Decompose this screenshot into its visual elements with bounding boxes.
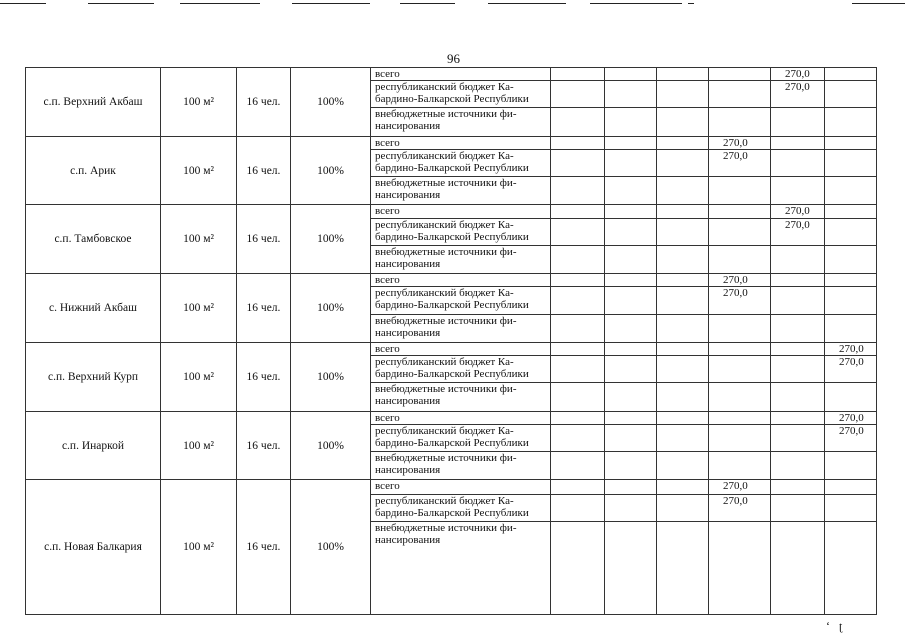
header-rule: [400, 3, 455, 4]
source-label-line: нансирования: [375, 464, 441, 477]
source-label-line: республиканский бюджет Ка-: [375, 218, 514, 231]
amount-cell: [551, 356, 605, 383]
source-label-cell: [371, 218, 551, 245]
amount-cell: 270,0: [825, 356, 877, 383]
amount-cell: [709, 521, 771, 614]
source-label-line: бардино-Балкарской Республики: [375, 299, 529, 312]
amount-cell: [657, 494, 709, 521]
people-cell: 16 чел.: [237, 480, 291, 615]
table-row: [26, 480, 877, 494]
amount-cell: [657, 108, 709, 136]
source-label-cell: всего: [371, 480, 551, 494]
source-label-cell: [371, 245, 551, 273]
amount-cell: [551, 149, 605, 176]
amount-cell: [551, 521, 605, 614]
source-label-line: внебюджетные источники фи-: [375, 452, 517, 465]
amount-cell: [657, 81, 709, 108]
percent-cell: 100%: [291, 136, 371, 205]
amount-cell: [771, 342, 825, 355]
amount-cell: [657, 274, 709, 287]
amount-cell: 270,0: [709, 274, 771, 287]
amount-cell: 270,0: [771, 68, 825, 81]
amount-cell: [605, 342, 657, 355]
source-label-line: бардино-Балкарской Республики: [375, 368, 529, 381]
amount-cell: [771, 177, 825, 205]
amount-cell: [825, 81, 877, 108]
amount-cell: [825, 521, 877, 614]
amount-cell: 270,0: [825, 411, 877, 424]
amount-cell: [825, 136, 877, 149]
people-cell: 16 чел.: [237, 411, 291, 480]
header-rule: [590, 3, 682, 4]
settlement-cell: с. Нижний Акбаш: [26, 274, 161, 343]
settlement-cell: с.п. Верхний Акбаш: [26, 68, 161, 137]
amount-cell: [771, 480, 825, 494]
amount-cell: [605, 424, 657, 451]
amount-cell: [605, 314, 657, 342]
table-row: [26, 274, 877, 287]
source-label-line: нансирования: [375, 189, 441, 202]
amount-cell: [605, 494, 657, 521]
amount-cell: [605, 245, 657, 273]
amount-cell: 270,0: [771, 81, 825, 108]
amount-cell: [709, 177, 771, 205]
amount-cell: [657, 452, 709, 480]
amount-cell: [657, 205, 709, 218]
table-row: [26, 205, 877, 218]
amount-cell: [657, 149, 709, 176]
source-label-line: внебюджетные источники фи-: [375, 108, 517, 121]
amount-cell: [551, 342, 605, 355]
area-cell: 100 м²: [161, 274, 237, 343]
amount-cell: [709, 81, 771, 108]
amount-cell: [709, 452, 771, 480]
amount-cell: [709, 108, 771, 136]
amount-cell: [709, 314, 771, 342]
source-label-line: бардино-Балкарской Республики: [375, 436, 529, 449]
amount-cell: [551, 314, 605, 342]
amount-cell: [605, 68, 657, 81]
settlement-cell: с.п. Верхний Курп: [26, 342, 161, 411]
amount-cell: [551, 205, 605, 218]
amount-cell: 270,0: [709, 494, 771, 521]
area-cell: 100 м²: [161, 68, 237, 137]
people-cell: 16 чел.: [237, 205, 291, 274]
page-number: 96: [447, 51, 460, 66]
source-label-cell: [371, 81, 551, 108]
source-label-line: нансирования: [375, 120, 441, 133]
area-cell: 100 м²: [161, 342, 237, 411]
percent-cell: 100%: [291, 205, 371, 274]
source-label-cell: [371, 108, 551, 136]
amount-cell: [551, 274, 605, 287]
people-cell: 16 чел.: [237, 136, 291, 205]
amount-cell: [825, 383, 877, 411]
amount-cell: [551, 245, 605, 273]
amount-cell: [605, 287, 657, 314]
amount-cell: [657, 383, 709, 411]
amount-cell: [657, 136, 709, 149]
amount-cell: [771, 108, 825, 136]
amount-cell: [657, 68, 709, 81]
amount-cell: [605, 177, 657, 205]
source-label-line: республиканский бюджет Ка-: [375, 424, 514, 437]
amount-cell: [551, 480, 605, 494]
amount-cell: [605, 480, 657, 494]
amount-cell: [657, 521, 709, 614]
amount-cell: 270,0: [771, 205, 825, 218]
amount-cell: [709, 383, 771, 411]
amount-cell: 270,0: [709, 136, 771, 149]
amount-cell: [605, 356, 657, 383]
settlement-cell: с.п. Новая Балкария: [26, 480, 161, 615]
header-rule: [688, 3, 694, 4]
source-label-cell: всего: [371, 205, 551, 218]
amount-cell: [825, 218, 877, 245]
amount-cell: [771, 274, 825, 287]
table-row: [26, 342, 877, 355]
source-label-cell: всего: [371, 136, 551, 149]
people-cell: 16 чел.: [237, 68, 291, 137]
amount-cell: [657, 218, 709, 245]
amount-cell: [657, 287, 709, 314]
amount-cell: [657, 245, 709, 273]
percent-cell: 100%: [291, 274, 371, 343]
amount-cell: [551, 136, 605, 149]
amount-cell: [825, 452, 877, 480]
amount-cell: [709, 218, 771, 245]
source-label-cell: [371, 149, 551, 176]
amount-cell: [771, 314, 825, 342]
people-cell: 16 чел.: [237, 342, 291, 411]
amount-cell: 270,0: [825, 424, 877, 451]
area-cell: 100 м²: [161, 205, 237, 274]
area-cell: 100 м²: [161, 480, 237, 615]
amount-cell: [657, 342, 709, 355]
source-label-line: нансирования: [375, 395, 441, 408]
source-label-line: внебюджетные источники фи-: [375, 245, 517, 258]
amount-cell: [551, 452, 605, 480]
amount-cell: [605, 218, 657, 245]
amount-cell: [825, 494, 877, 521]
amount-cell: [605, 205, 657, 218]
amount-cell: [551, 411, 605, 424]
source-label-line: бардино-Балкарской Республики: [375, 93, 529, 106]
source-label-line: нансирования: [375, 533, 441, 546]
amount-cell: [605, 274, 657, 287]
percent-cell: 100%: [291, 342, 371, 411]
people-cell: 16 чел.: [237, 274, 291, 343]
amount-cell: [657, 411, 709, 424]
source-label-cell: всего: [371, 274, 551, 287]
amount-cell: [771, 424, 825, 451]
source-label-cell: [371, 494, 551, 521]
amount-cell: [551, 218, 605, 245]
amount-cell: [605, 411, 657, 424]
amount-cell: [771, 287, 825, 314]
amount-cell: [709, 68, 771, 81]
amount-cell: [657, 356, 709, 383]
amount-cell: [825, 108, 877, 136]
table-row: [26, 411, 877, 424]
source-label-line: нансирования: [375, 257, 441, 270]
amount-cell: [825, 245, 877, 273]
amount-cell: [605, 108, 657, 136]
amount-cell: [825, 480, 877, 494]
amount-cell: [657, 177, 709, 205]
source-label-cell: [371, 314, 551, 342]
source-label-line: внебюджетные источники фи-: [375, 521, 517, 534]
amount-cell: [709, 356, 771, 383]
percent-cell: 100%: [291, 411, 371, 480]
amount-cell: [605, 383, 657, 411]
amount-cell: [825, 205, 877, 218]
amount-cell: [551, 81, 605, 108]
source-label-cell: [371, 356, 551, 383]
amount-cell: [551, 177, 605, 205]
source-label-cell: [371, 521, 551, 614]
area-cell: 100 м²: [161, 411, 237, 480]
amount-cell: [771, 356, 825, 383]
amount-cell: 270,0: [771, 218, 825, 245]
financing-table: [25, 67, 877, 615]
source-label-line: внебюджетные источники фи-: [375, 314, 517, 327]
amount-cell: [825, 177, 877, 205]
amount-cell: [709, 245, 771, 273]
settlement-cell: с.п. Инаркой: [26, 411, 161, 480]
amount-cell: [771, 136, 825, 149]
amount-cell: [771, 245, 825, 273]
amount-cell: [605, 136, 657, 149]
amount-cell: [657, 424, 709, 451]
amount-cell: [771, 494, 825, 521]
amount-cell: 270,0: [709, 480, 771, 494]
amount-cell: [605, 452, 657, 480]
header-rule: [0, 3, 46, 4]
percent-cell: 100%: [291, 480, 371, 615]
source-label-line: нансирования: [375, 326, 441, 339]
amount-cell: [709, 205, 771, 218]
header-rule: [852, 3, 905, 4]
source-label-line: республиканский бюджет Ка-: [375, 81, 514, 94]
amount-cell: [605, 149, 657, 176]
header-rule: [488, 3, 566, 4]
percent-cell: 100%: [291, 68, 371, 137]
source-label-line: республиканский бюджет Ка-: [375, 149, 514, 162]
corner-mark: ʻ ʈ: [826, 619, 843, 633]
settlement-cell: с.п. Арик: [26, 136, 161, 205]
table-row: [26, 68, 877, 81]
amount-cell: [709, 411, 771, 424]
amount-cell: 270,0: [825, 342, 877, 355]
amount-cell: [551, 383, 605, 411]
amount-cell: [605, 521, 657, 614]
amount-cell: [551, 287, 605, 314]
header-rule: [88, 3, 154, 4]
source-label-cell: [371, 424, 551, 451]
source-label-line: республиканский бюджет Ка-: [375, 287, 514, 300]
source-label-cell: всего: [371, 411, 551, 424]
source-label-cell: [371, 383, 551, 411]
table-row: [26, 136, 877, 149]
amount-cell: [657, 314, 709, 342]
source-label-line: бардино-Балкарской Республики: [375, 161, 529, 174]
amount-cell: [825, 68, 877, 81]
amount-cell: [551, 108, 605, 136]
amount-cell: [771, 452, 825, 480]
settlement-cell: с.п. Тамбовское: [26, 205, 161, 274]
source-label-line: бардино-Балкарской Республики: [375, 230, 529, 243]
header-rule: [180, 3, 260, 4]
amount-cell: [771, 383, 825, 411]
amount-cell: [605, 81, 657, 108]
amount-cell: [551, 424, 605, 451]
amount-cell: [825, 149, 877, 176]
amount-cell: [551, 68, 605, 81]
amount-cell: 270,0: [709, 149, 771, 176]
amount-cell: [771, 149, 825, 176]
source-label-line: республиканский бюджет Ка-: [375, 356, 514, 369]
amount-cell: [551, 494, 605, 521]
amount-cell: 270,0: [709, 287, 771, 314]
amount-cell: [709, 342, 771, 355]
amount-cell: [709, 424, 771, 451]
source-label-line: бардино-Балкарской Республики: [375, 506, 529, 519]
source-label-line: внебюджетные источники фи-: [375, 383, 517, 396]
source-label-cell: [371, 287, 551, 314]
area-cell: 100 м²: [161, 136, 237, 205]
source-label-line: внебюджетные источники фи-: [375, 177, 517, 190]
amount-cell: [825, 274, 877, 287]
header-rule: [292, 3, 370, 4]
source-label-cell: [371, 177, 551, 205]
source-label-cell: всего: [371, 342, 551, 355]
amount-cell: [657, 480, 709, 494]
amount-cell: [825, 287, 877, 314]
amount-cell: [771, 521, 825, 614]
amount-cell: [771, 411, 825, 424]
source-label-cell: [371, 452, 551, 480]
amount-cell: [825, 314, 877, 342]
source-label-line: республиканский бюджет Ка-: [375, 494, 514, 507]
source-label-cell: всего: [371, 68, 551, 81]
